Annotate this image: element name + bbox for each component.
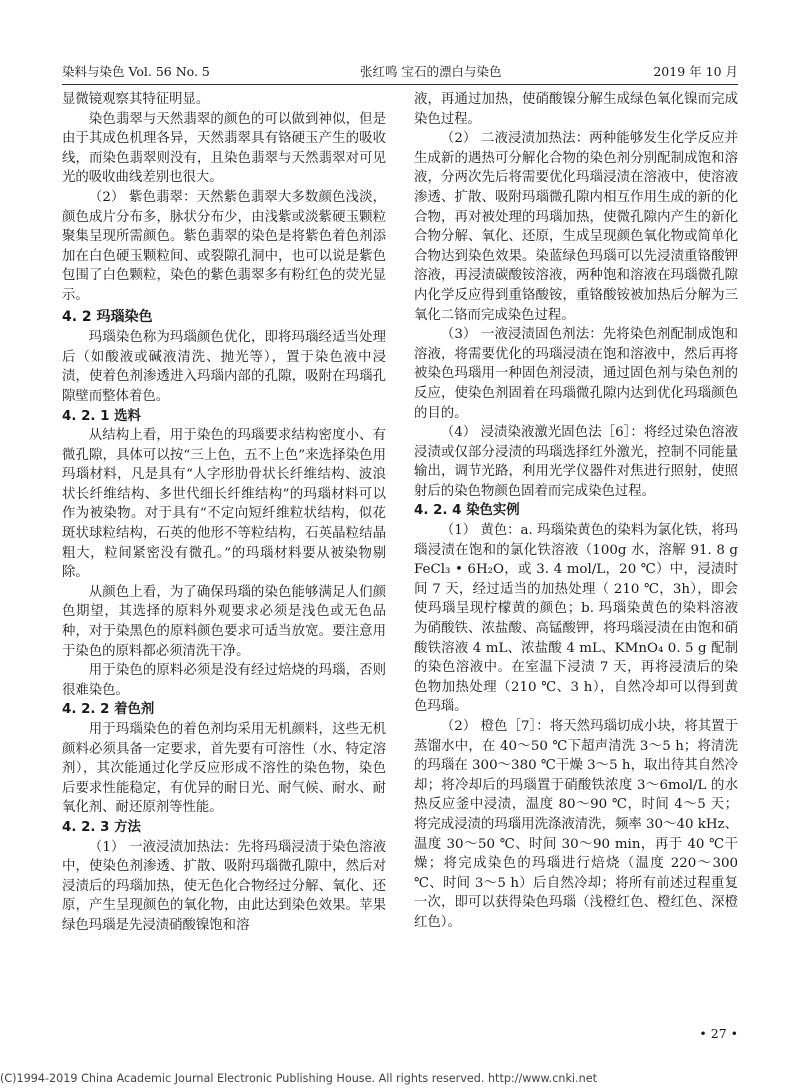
section-heading: 4. 2. 2 着色剂 (62, 702, 155, 718)
paragraph: 玛瑙染色称为玛瑙颜色优化，即将玛瑙经适当处理后（如酸液或碱液清洗、抛光等），置于染色液中浸渍，使着色剂渗透进入玛瑙内部的孔隙，吸附在玛瑙孔隙壁而整体着色。 (62, 330, 386, 404)
journal-info: 染料与染色 Vol. 56 No. 5 (62, 64, 210, 79)
paragraph: （1） 一液浸渍加热法：先将玛瑙浸渍于染色溶液中，使染色剂渗透、扩散、吸附玛瑙微孔隙中，然后对浸渍后的玛瑙加热，使无色化合物经过分解、氧化、还原，产生呈现颜色的氧化物，由此达到染色效果。苹果绿色玛瑙是先浸渍硝酸镍饱和溶 (62, 839, 386, 933)
issue-date: 2019 年 10 月 (653, 64, 738, 79)
section-heading: 4. 2. 3 方法 (62, 819, 141, 835)
paragraph: 从颜色上看，为了确保玛瑙的染色能够满足人们颜色期望，其选择的原料外观要求必须是浅色或无色品种，对于染黑色的原料颜色要求可适当放宽。要注意用于染色的原料都必须清洗干净。 (62, 584, 386, 659)
right-column (414, 90, 738, 933)
copyright-footer: (C)1994-2019 China Academic Journal Electronic Publishing House. All rights reserved. http://www.cnki.net (0, 1072, 597, 1085)
paragraph: （3） 一液浸渍固色剂法：先将染色剂配制成饱和溶液，将需要优化的玛瑙浸渍在饱和溶液中，然后再将被染色玛瑙用一种固色剂浸渍，通过固色剂与染色剂的反应，使染色剂固着在玛瑙微孔隙内达到优化玛瑙颜色的目的。 (414, 327, 738, 421)
paragraph: （2） 橙色［7］：将天然玛瑙切成小块，将其置于蒸馏水中，在 40～50 ℃下超声清洗 3～5 h；将清洗的玛瑙在 300～380 ℃干燥 3～5 h，取出待其自然冷却；将冷却后的玛瑙置于硝酸铁浓度 3～6mol/L 的水热反应釜中浸渍，温度 80～90 ℃，时间 4～5 天；将完成浸渍的玛瑙用洗涤液清洗，频率 30～40 kHz、温度 30～50 ℃、时间 30～90 min，再于 40 ℃干燥；将完成染色的玛瑙进行焙烧（温度 220～300 ℃、时间 3～5 h）后自然冷却；将所有前述过程重复一次，即可以获得染色玛瑙（浅橙红色、橙红色、深橙红色）。 (414, 719, 738, 930)
paragraph: 染色翡翠与天然翡翠的颜色的可以做到神似，但是由于其成色机理各异，天然翡翠具有铬硬玉产生的吸收线，而染色翡翠则没有，且染色翡翠与天然翡翠对可见光的吸收曲线差别也很大。 (62, 111, 386, 186)
section-heading: 4. 2 玛瑙染色 (62, 308, 153, 325)
paragraph: （2） 紫色翡翠：天然紫色翡翠大多数颜色浅淡，颜色成片分布多，脉状分布少，由浅紫或淡紫硬玉颗粒聚集呈现所需颜色。紫色翡翠的染色是将紫色着色剂添加在白色硬玉颗粒间、或裂隙孔洞中，也可以说是紫色包围了白色颗粒，染色的紫色翡翠多有粉红色的荧光显示。 (62, 189, 386, 303)
section-heading: 4. 2. 4 染色实例 (414, 503, 520, 519)
paragraph: 用于染色的原料必须是没有经过焙烧的玛瑙，否则很难染色。 (62, 663, 386, 698)
paragraph: （1） 黄色：a. 玛瑙染黄色的染料为氯化铁，将玛瑙浸渍在饱和的氯化铁溶液（100g 水，溶解 91. 8 g FeCl₃ • 6H₂O，或 3. 4 mol/L，20 ℃）中，浸渍时间 7 天，经过适当的加热处理（ 210 ℃，3h），即会使玛瑙呈现柠檬黄的颜色；b. 玛瑙染黄色的染料溶液为硝酸铁、浓盐酸、高锰酸钾，将玛瑙浸渍在由饱和硝酸铁溶液 4 mL、浓盐酸 4 mL、KMnO₄ 0. 5 g 配制的染色溶液中。在室温下浸渍 7 天，再将浸渍后的染色物加热处理（210 ℃、3 h），自然冷却可以得到黄色玛瑙。 (414, 523, 738, 715)
paragraph: 显微镜观察其特征明显。 (62, 92, 210, 107)
running-header (62, 62, 738, 85)
left-column (62, 90, 386, 936)
section-heading: 4. 2. 1 选料 (62, 408, 141, 424)
paragraph: 液，再通过加热，使硝酸镍分解生成绿色氧化镍而完成染色过程。 (414, 92, 738, 127)
paragraph: 用于玛瑙染色的着色剂均采用无机颜料，这些无机颜料必须具备一定要求，首先要有可溶性（水、特定溶剂），其次能通过化学反应形成不溶性的染色物，染色后要求性能稳定，有优异的耐日光、耐气候、耐水、耐氧化剂、耐还原剂等性能。 (62, 722, 386, 816)
article-author-title: 张红鸣 宝石的漂白与染色 (360, 64, 502, 79)
paragraph: 从结构上看，用于染色的玛瑙要求结构密度小、有微孔隙，具体可以按“三上色，五不上色”来选择染色用玛瑙材料，凡是具有“人字形肋骨状长纤维结构、波浪状长纤维结构、多世代细长纤维结构”的玛瑙材料可以作为被染物。对于具有“不定向短纤维粒状结构，似花斑状球粒结构，石英的他形不等粒结构，石英晶粒结晶粗大，粒间紧密没有微孔。”的玛瑙材料要从被染物剔除。 (62, 428, 386, 581)
paragraph: （2） 二液浸渍加热法：两种能够发生化学反应并生成新的遇热可分解化合物的染色剂分别配制成饱和溶液，分两次先后将需要优化玛瑙浸渍在溶液中，使溶液渗透、扩散、吸附玛瑙微孔隙内相互作用生成的新的化合物，再对被处理的玛瑙加热，使微孔隙内产生的新化合物分解、氧化、还原，生成呈现颜色氧化物或简单化合物达到染色效果。染蓝绿色玛瑙可以先浸渍重铬酸钾溶液，再浸渍碳酸铵溶液，两种饱和溶液在玛瑙微孔隙内化学反应得到重铬酸铵，重铬酸铵被加热后分解为三氧化二铬而完成染色过程。 (414, 131, 738, 323)
page-number: • 27 • (699, 1026, 738, 1041)
paragraph: （4） 浸渍染液激光固色法［6］：将经过染色溶液浸渍或仅部分浸渍的玛瑙选择红外激光，控制不同能量输出，调节光路，利用光学仪器件对焦进行照射，使照射后的染色物颜色固着而完成染色过程。 (414, 425, 738, 499)
